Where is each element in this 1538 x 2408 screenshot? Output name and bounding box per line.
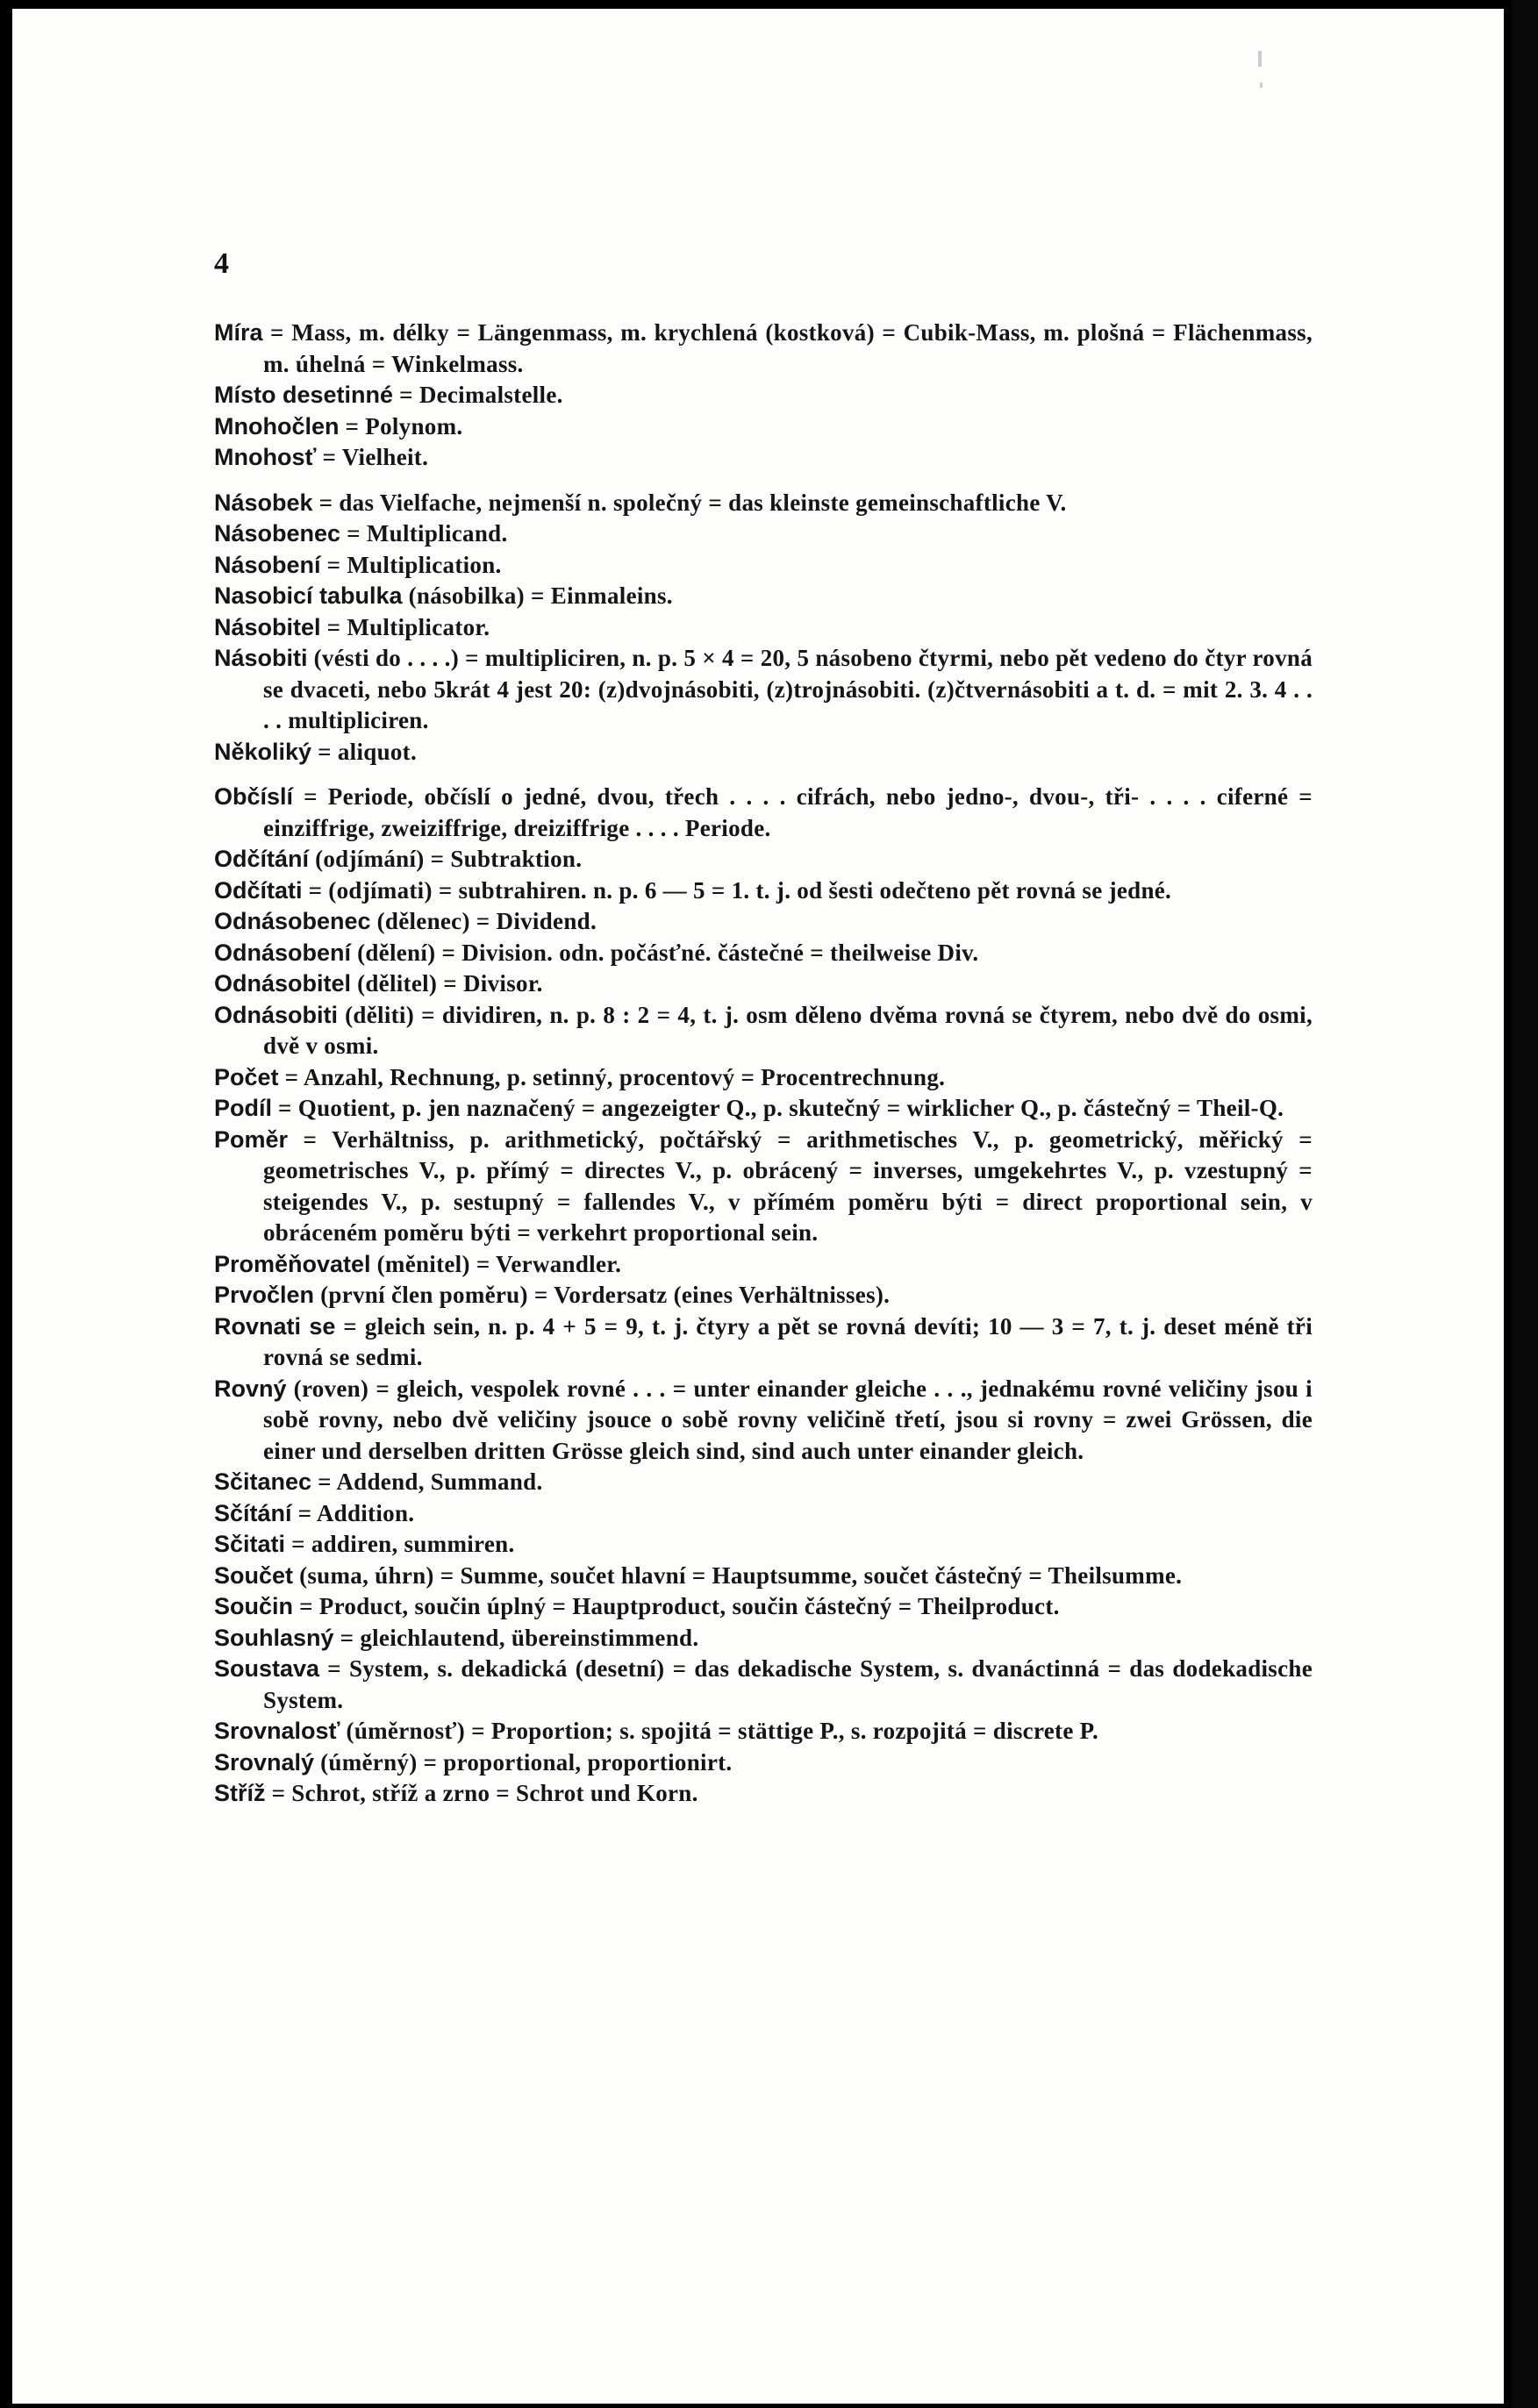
glossary-entries <box>214 318 1313 1810</box>
entry-headword: Prvočlen <box>214 1282 315 1308</box>
entry-headword: Součet <box>214 1561 294 1589</box>
glossary-entry <box>214 875 1313 907</box>
entry-headword: Občíslí <box>214 783 294 810</box>
entry-headword: Odnásobení <box>214 939 352 966</box>
entry-definition: = gleichlautend, übereinstimmend. <box>333 1624 699 1651</box>
entry-headword: Podíl <box>214 1095 272 1121</box>
glossary-entry <box>214 1467 1313 1498</box>
entry-definition: = Addend, Summand. <box>311 1468 543 1495</box>
entry-headword: Násobek <box>214 489 313 516</box>
entry-definition: = Product, součin úplný = Hauptproduct, součin částečný = Theilproduct. <box>293 1593 1060 1619</box>
glossary-entry <box>214 1747 1313 1779</box>
entry-headword: Počet <box>214 1063 279 1090</box>
glossary-entry <box>214 518 1313 550</box>
glossary-entry <box>214 612 1313 644</box>
entry-definition: = Periode, občíslí o jedné, dvou, třech . . . . cifrách, nebo jedno-, dvou-, tři- . . . . ciferné = einziffrige, zweiziffrige, dreiziffrige . . . . Periode. <box>263 783 1313 841</box>
glossary-entry <box>214 1125 1313 1249</box>
glossary-entry <box>214 1623 1313 1654</box>
entry-definition: (první člen poměru) = Vordersatz (eines Verhältnisses). <box>314 1282 891 1308</box>
entry-definition: = Vielheit. <box>316 444 429 470</box>
glossary-entry <box>214 1280 1313 1311</box>
scan-speck <box>1258 51 1262 67</box>
entry-headword: Srovnalosť <box>214 1718 340 1744</box>
glossary-entry <box>214 1654 1313 1716</box>
glossary-entry <box>214 1778 1313 1810</box>
entry-headword: Srovnalý <box>214 1748 315 1776</box>
glossary-entry <box>214 411 1313 443</box>
entry-headword: Míra <box>214 319 263 346</box>
entry-definition: = Multiplicand. <box>340 520 508 547</box>
entry-definition: = Multiplicator. <box>320 613 490 640</box>
scan-speck <box>1260 82 1263 88</box>
entry-headword: Souhlasný <box>214 1624 334 1651</box>
glossary-entry <box>214 442 1313 474</box>
entry-definition: = Anzahl, Rechnung, p. setinný, procentový = Procentrechnung. <box>278 1063 946 1090</box>
glossary-entry <box>214 782 1313 844</box>
entry-definition: = System, s. dekadická (desetní) = das dekadische System, s. dvanáctinná = das dodekadische System. <box>263 1655 1313 1713</box>
entry-headword: Součin <box>214 1593 294 1619</box>
entry-definition: (vésti do . . . .) = multipliciren, n. p. 5 × 4 = 20, 5 násobeno čtyrmi, nebo pět vedeno do čtyr rovná se dvaceti, nebo 5krát 4 jest 20: (z)dvojnásobiti, (z)trojnásobiti. (z)čtvernásobiti a t. d. = mit 2. 3. 4 . . . . multipliciren. <box>263 645 1313 733</box>
entry-headword: Odčítání <box>214 846 310 872</box>
entry-definition: = Quotient, p. jen naznačený = angezeigter Q., p. skutečný = wirklicher Q., p. částečný = Theil-Q. <box>272 1095 1284 1121</box>
entry-definition: = gleich sein, n. p. 4 + 5 = 9, t. j. čtyry a pět se rovná devíti; 10 — 3 = 7, t. j. deset méně tři rovná se sedmi. <box>263 1312 1313 1370</box>
glossary-entry <box>214 844 1313 875</box>
glossary-entry <box>214 1716 1313 1747</box>
glossary-entry <box>214 550 1313 582</box>
entry-headword: Mnohočlen <box>214 412 340 439</box>
entry-definition: = Mass, m. délky = Längenmass, m. krychlená (kostková) = Cubik-Mass, m. plošná = Flächenmass, m. úhelná = Winkelmass. <box>262 319 1313 377</box>
entry-definition: (dělenec) = Dividend. <box>370 908 597 934</box>
entry-definition: (násobilka) = Einmaleins. <box>402 582 673 609</box>
entry-headword: Mnohosť <box>214 444 317 470</box>
glossary-entry <box>214 643 1313 737</box>
entry-definition: = Decimalstelle. <box>393 382 563 408</box>
glossary-entry <box>214 968 1313 1000</box>
entry-definition: = das Vielfache, nejmenší n. společný = das kleinste gemeinschaftliche V. <box>312 489 1067 516</box>
entry-headword: Poměr <box>214 1125 289 1153</box>
glossary-entry <box>214 1311 1313 1374</box>
entry-headword: Odnásobitel <box>214 970 352 997</box>
entry-definition: (roven) = gleich, vespolek rovné . . . = unter einander gleiche . . ., jednakému rovné veličiny jsou i sobě rovny, nebo dvě veličiny jsouce o sobě rovny veličině třetí, jsou si rovny = zwei Grössen, die einer und derselben dritten Grösse gleich sind, sind auch unter einander gleich. <box>263 1375 1313 1464</box>
entry-headword: Soustava <box>214 1655 320 1682</box>
glossary-entry <box>214 938 1313 969</box>
entry-headword: Stříž <box>214 1780 266 1806</box>
entry-headword: Sčítání <box>214 1499 292 1526</box>
entry-headword: Proměňovatel <box>214 1250 371 1277</box>
entry-definition: (suma, úhrn) = Summe, součet hlavní = Hauptsumme, součet částečný = Theilsumme. <box>293 1561 1183 1589</box>
glossary-entry <box>214 1561 1313 1592</box>
entry-definition: = Polynom. <box>339 412 463 439</box>
entry-headword: Odnásobiti <box>214 1001 338 1028</box>
glossary-entry <box>214 1249 1313 1281</box>
entry-definition: (měnitel) = Verwandler. <box>370 1250 622 1277</box>
glossary-entry <box>214 1062 1313 1094</box>
entry-definition: = aliquot. <box>311 738 418 765</box>
scanned-page <box>12 9 1504 2404</box>
entry-definition: (odjímání) = Subtraktion. <box>309 846 583 872</box>
entry-headword: Nasobicí tabulka <box>214 582 403 609</box>
glossary-entry <box>214 581 1313 612</box>
entry-definition: = (odjímati) = subtrahiren. n. p. 6 — 5 = 1. t. j. od šesti odečteno pět rovná se jedné. <box>302 876 1172 904</box>
entry-headword: Násobitel <box>214 613 321 640</box>
entry-headword: Odnásobenec <box>214 908 371 934</box>
glossary-entry <box>214 1000 1313 1062</box>
glossary-entry <box>214 1093 1313 1125</box>
entry-definition: = addiren, summiren. <box>285 1531 515 1557</box>
entry-definition: (úměrnosť) = Proportion; s. spojitá = stättige P., s. rozpojitá = discrete P. <box>340 1718 1099 1744</box>
entry-headword: Několiký <box>214 738 312 765</box>
glossary-entry <box>214 1529 1313 1561</box>
entry-definition: = Addition. <box>291 1499 415 1526</box>
glossary-entry <box>214 488 1313 519</box>
scan-dark-edge <box>1512 0 1538 2408</box>
glossary-entry <box>214 737 1313 768</box>
entry-headword: Místo desetinné <box>214 382 394 408</box>
entry-definition: = Multiplication. <box>320 551 502 578</box>
entry-definition: (dělitel) = Divisor. <box>351 970 543 997</box>
entry-definition: = Schrot, stříž a zrno = Schrot und Korn. <box>265 1780 698 1806</box>
glossary-entry <box>214 380 1313 411</box>
entry-headword: Rovnati se <box>214 1312 336 1340</box>
glossary-entry <box>214 1374 1313 1468</box>
entry-definition: (úměrný) = proportional, proportionirt. <box>314 1748 733 1776</box>
glossary-entry <box>214 906 1313 938</box>
glossary-entry <box>214 1498 1313 1530</box>
entry-headword: Sčitati <box>214 1531 286 1557</box>
glossary-entry <box>214 1591 1313 1623</box>
page-number: 4 <box>214 247 229 280</box>
entry-headword: Odčítati <box>214 876 303 904</box>
entry-headword: Násobení <box>214 551 321 578</box>
entry-headword: Násobenec <box>214 520 341 547</box>
entry-definition: = Verhältniss, p. arithmetický, počtářský = arithmetisches V., p. geometrický, měřický = geometrisches V., p. přímý = directes V., p. obrácený = inverses, umgekehrtes V., p. vzestupný = steigendes V., p. sestupný = fallendes V., v přímém poměru býti = direct proportional sein, v obráceném poměru býti = verkehrt proportional sein. <box>263 1125 1313 1246</box>
entry-headword: Rovný <box>214 1375 287 1402</box>
glossary-entry <box>214 318 1313 380</box>
entry-headword: Sčitanec <box>214 1468 312 1495</box>
entry-definition: (dělení) = Division. odn. počásťné. částečné = theilweise Div. <box>351 939 979 966</box>
entry-definition: (děliti) = dividiren, n. p. 8 : 2 = 4, t. j. osm děleno dvěma rovná se čtyrem, nebo dvě do osmi, dvě v osmi. <box>263 1001 1313 1059</box>
entry-headword: Násobiti <box>214 645 308 671</box>
